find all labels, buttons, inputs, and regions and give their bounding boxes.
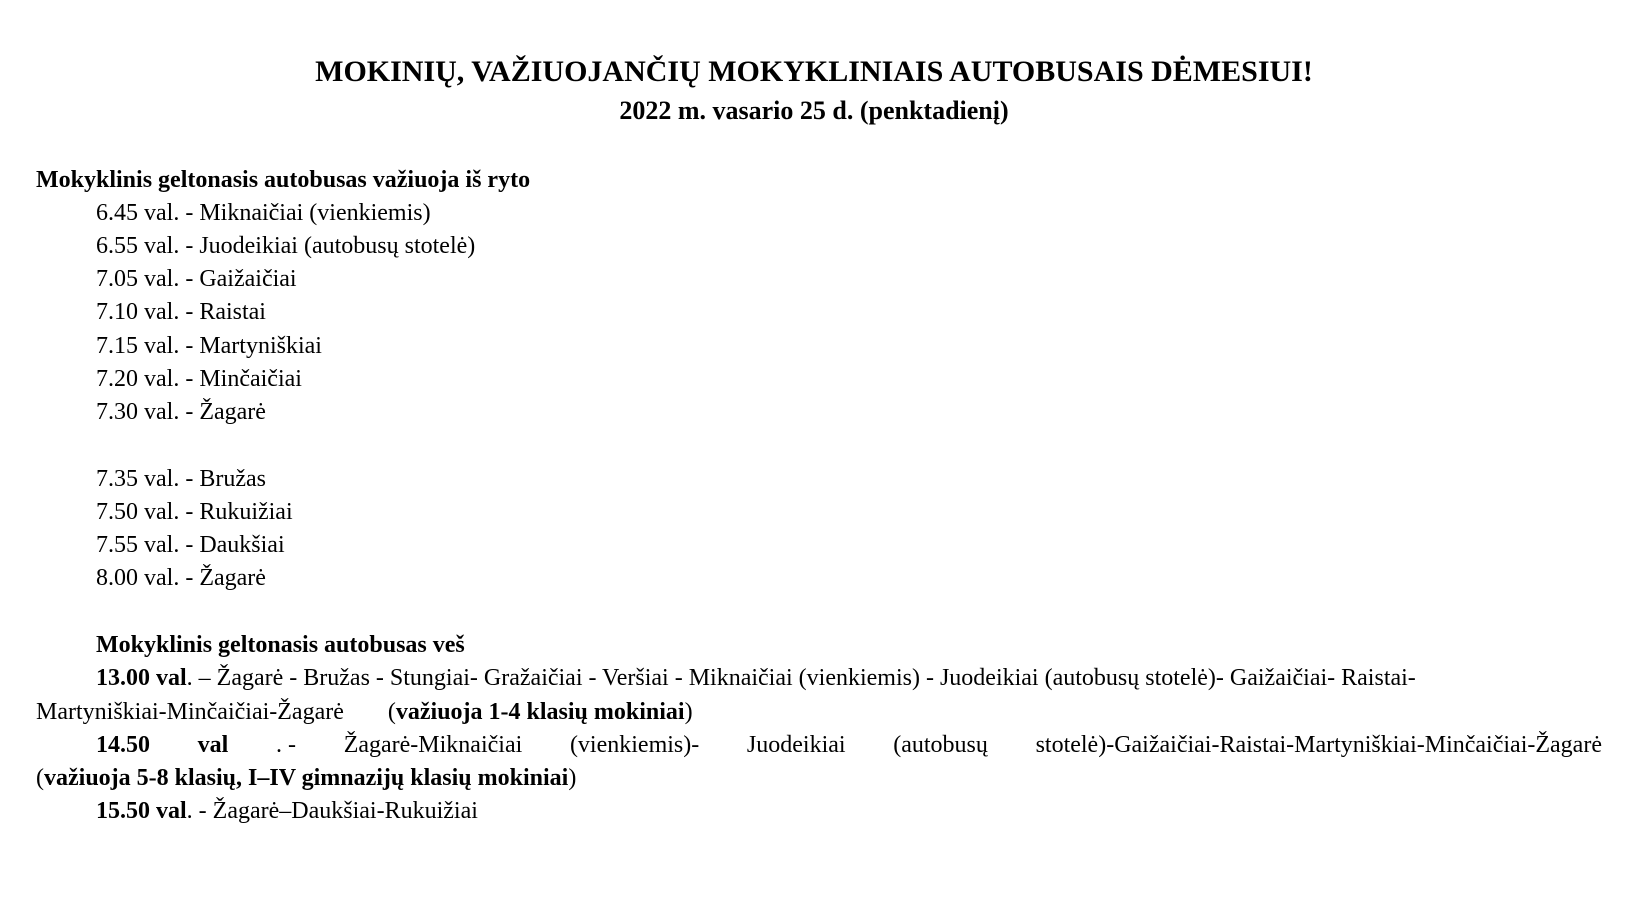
trip-route-part: . - — [276, 732, 297, 758]
schedule-item: 7.20 val. - Minčaičiai — [96, 366, 302, 392]
trip-time: 15.50 val — [96, 798, 187, 824]
trip-time: 14.50 — [96, 732, 150, 758]
trip-route: . - Žagarė–Daukšiai-Rukuižiai — [186, 798, 478, 824]
schedule-item: 7.15 val. - Martyniškiai — [96, 333, 322, 359]
trip-note-close: ) — [568, 765, 577, 791]
trip-note: važiuoja 1-4 klasių mokiniai — [395, 699, 685, 725]
trip-note: važiuoja 5-8 klasių, I–IV gimnazijų klasių mokiniai — [44, 765, 569, 791]
morning-heading: Mokyklinis geltonasis autobusas važiuoja iš ryto — [36, 167, 531, 193]
schedule-item: 6.45 val. - Miknaičiai (vienkiemis) — [96, 200, 431, 226]
trip-route: . – Žagarė - Bružas - Stungiai- Gražaičiai - Veršiai - Miknaičiai (vienkiemis) - Juodeikiai (autobusų stotelė)- Gaižaičiai- Raistai- — [186, 665, 1416, 691]
page-date: 2022 m. vasario 25 d. (penktadienį) — [619, 96, 1009, 125]
trip-route-part: (autobusų — [893, 732, 988, 758]
trip-13-00-line2 — [36, 696, 693, 728]
trip-note-open: ( — [387, 699, 396, 725]
page-title: MOKINIŲ, VAŽIUOJANČIŲ MOKYKLINIAIS AUTOBUSAIS DĖMESIUI! — [315, 55, 1313, 88]
schedule-item: 7.35 val. - Bružas — [96, 466, 266, 492]
trip-15-50 — [96, 795, 478, 827]
trip-route-cont: Martyniškiai-Minčaičiai-Žagarė — [36, 699, 344, 725]
trip-route-part: Žagarė-Miknaičiai — [343, 732, 523, 758]
trip-route-part: stotelė)-Gaižaičiai-Raistai-Martyniškiai-Minčaičiai-Žagarė — [1035, 732, 1602, 758]
schedule-item: 7.30 val. - Žagarė — [96, 399, 266, 425]
trip-val: val — [197, 732, 229, 758]
schedule-item: 8.00 val. - Žagarė — [96, 565, 266, 591]
schedule-item: 7.55 val. - Daukšiai — [96, 532, 285, 558]
trip-route-part: (vienkiemis)- — [569, 732, 700, 758]
schedule-item: 7.10 val. - Raistai — [96, 299, 266, 325]
trip-note-open: ( — [36, 765, 44, 791]
afternoon-heading: Mokyklinis geltonasis autobusas veš — [96, 632, 465, 658]
trip-note-close: ) — [684, 699, 693, 725]
trip-13-00-line1 — [96, 662, 1416, 694]
trip-route-part: Juodeikiai — [746, 732, 846, 758]
schedule-item: 6.55 val. - Juodeikiai (autobusų stotelė) — [96, 233, 476, 259]
schedule-item: 7.50 val. - Rukuižiai — [96, 499, 293, 525]
trip-time: 13.00 val — [96, 665, 187, 691]
schedule-item: 7.05 val. - Gaižaičiai — [96, 266, 297, 292]
trip-14-50-line2 — [36, 762, 576, 794]
trip-14-50 — [36, 729, 1602, 763]
trip-14-50-line1 — [36, 729, 1602, 763]
